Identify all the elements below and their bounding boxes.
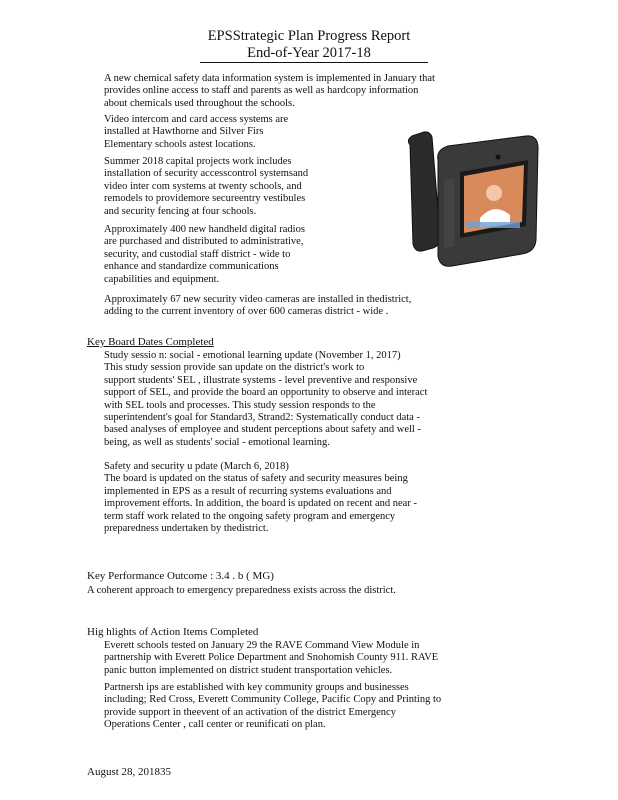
text-line: Operations Center , call center or reunificati on plan. — [104, 719, 326, 731]
text-line: capabilities and equipment. — [104, 273, 220, 285]
text-line: adding to the current inventory of over 600 cameras district - wide . — [104, 306, 389, 318]
text-line: This study session provide san update on the district's work to — [104, 362, 365, 374]
caller-face — [486, 185, 502, 201]
action-item — [104, 640, 516, 677]
text-line: installation of security accesscontrol systemsand — [104, 168, 309, 180]
text-line: The board is updated on the status of safety and security measures being — [104, 473, 408, 485]
text-line: panic button implemented on district student transportation vehicles. — [104, 664, 393, 676]
report-subtitle: End-of-Year 2017-18 — [247, 45, 371, 61]
text-line: with SEL tools and processes. This study session responds to the — [104, 399, 376, 411]
title-rule — [200, 62, 428, 63]
text-line: video inter com systems at twenty schools, and — [104, 180, 302, 192]
board-date-item — [104, 350, 504, 449]
achievement-item — [104, 114, 344, 151]
side-keys — [444, 178, 454, 248]
text-line: provide support in theevent of an activation of the district Emergency — [104, 706, 396, 718]
text-line: based analyses of employee and student perceptions about safety and well - — [104, 424, 421, 436]
text-line: are purchased and distributed to administrative, — [104, 236, 304, 248]
text-line: Elementary schools astest locations. — [104, 138, 256, 150]
text-line: Summer 2018 capital projects work includes — [104, 156, 292, 167]
text-line: security, and custodial staff district - wide to — [104, 248, 291, 260]
text-line: preparedness undertaken by thedistrict. — [104, 523, 269, 535]
action-items-heading: Hig hlights of Action Items Completed — [87, 626, 259, 638]
text-line: implemented in EPS as a result of recurring systems evaluations and — [104, 485, 392, 497]
action-item — [104, 682, 520, 732]
text-line: improvement efforts. In addition, the board is updated on recent and near - — [104, 498, 417, 510]
text-line: Approximately 400 new handheld digital radios — [104, 224, 305, 235]
text-line: A new chemical safety data information system is implemented in January that — [104, 73, 435, 84]
text-line: about chemicals used throughout the schools. — [104, 97, 295, 109]
text-line: and security fencing at four schools. — [104, 205, 257, 217]
text-line: enhance and standardize communications — [104, 261, 279, 273]
text-line: Everett schools tested on January 29 the RAVE Command View Module in — [104, 640, 420, 651]
achievement-item — [104, 224, 354, 286]
board-dates-heading: Key Board Dates Completed — [87, 336, 214, 348]
handset — [408, 132, 440, 251]
text-line: partnership with Everett Police Department and Snohomish County 911. RAVE — [104, 652, 439, 664]
text-line: Approximately 67 new security video cameras are installed in thedistrict, — [104, 294, 412, 305]
achievement-item — [104, 156, 354, 218]
board-date-item — [104, 461, 504, 535]
text-line: being, as well as students' social - emotional learning. — [104, 436, 330, 448]
achievement-item — [104, 73, 520, 110]
report-title: EPSStrategic Plan Progress Report — [207, 28, 411, 44]
text-line: superintendent's goal for Standard3, Strand2: Systematically conduct data - — [104, 412, 420, 424]
kpo-text: A coherent approach to emergency preparedness exists across the district. — [87, 585, 396, 596]
text-line: support of SEL, and provide the board an opportunity to observe and interact — [104, 387, 428, 399]
camera-lens — [496, 155, 501, 160]
kpo-heading: Key Performance Outcome : 3.4 . b ( MG) — [87, 570, 274, 582]
text-line: Video intercom and card access systems are — [104, 114, 289, 125]
text-line: Safety and security u pdate (March 6, 2018) — [104, 461, 289, 472]
text-line: support students' SEL , illustrate systems - level preventive and responsive — [104, 374, 418, 386]
text-line: term staff work related to the ongoing safety program and emergency — [104, 510, 396, 522]
achievement-item — [104, 294, 484, 319]
footer-date: August 28, 201835 — [87, 766, 172, 778]
video-phone-image — [400, 120, 540, 280]
text-line: Partnersh ips are established with key community groups and businesses — [104, 682, 409, 693]
text-line: including; Red Cross, Everett Community College, Pacific Copy and Printing to — [104, 694, 442, 706]
screen-toolbar — [466, 222, 520, 228]
text-line: Study sessio n: social - emotional learning update (November 1, 2017) — [104, 350, 401, 361]
text-line: installed at Hawthorne and Silver Firs — [104, 126, 264, 138]
text-line: provides online access to staff and parents as well as hardcopy information — [104, 85, 419, 97]
text-line: remodels to providemore secureentry vestibules — [104, 193, 306, 205]
